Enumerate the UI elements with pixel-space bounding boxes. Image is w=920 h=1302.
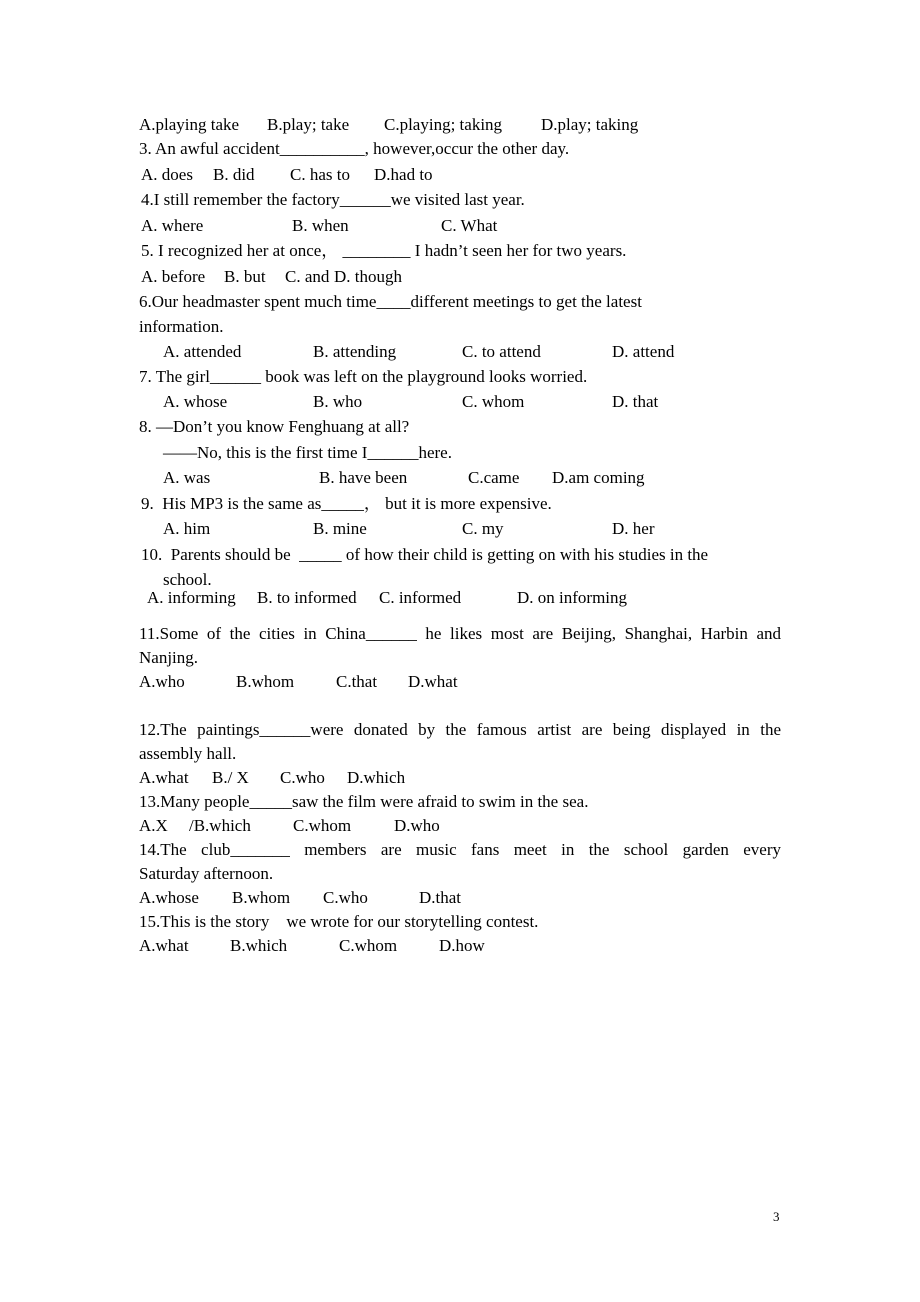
- q12-stem-line2: assembly hall.: [139, 744, 237, 763]
- q11-stem-line2: Nanjing.: [139, 648, 199, 667]
- q6-option-b: B. attending: [313, 342, 397, 361]
- q10-option-b: B. to informed: [257, 588, 357, 607]
- q4-option-b: B. when: [292, 216, 349, 235]
- q13-option-b: /B.which: [189, 816, 251, 835]
- q8-stem-line2: ——No, this is the first time I______here.: [163, 443, 452, 462]
- q12-option-d: D.which: [347, 768, 406, 787]
- q12-option-a: A.what: [139, 768, 189, 787]
- page-number: 3: [773, 1209, 780, 1224]
- q6-option-c: C. to attend: [462, 342, 541, 361]
- q15-option-b: B.which: [230, 936, 288, 955]
- q14-option-b: B.whom: [232, 888, 291, 907]
- q2-option-d: D.play; taking: [541, 115, 639, 134]
- q5-stem: 5. I recognized her at once， ________ I hadn’t seen her for two years.: [141, 241, 627, 260]
- q3-stem: 3. An awful accident__________, however,occur the other day.: [139, 139, 570, 158]
- q7-option-c: C. whom: [462, 392, 525, 411]
- q6-option-a: A. attended: [163, 342, 242, 361]
- q3-option-b: B. did: [213, 165, 255, 184]
- q2-option-a: A.playing take: [139, 115, 240, 134]
- q7-option-a: A. whose: [163, 392, 228, 411]
- q14-option-a: A.whose: [139, 888, 199, 907]
- q11-option-a: A.who: [139, 672, 185, 691]
- q5-option-a: A. before: [141, 267, 206, 286]
- q7-option-d: D. that: [612, 392, 659, 411]
- q9-option-b: B. mine: [313, 519, 367, 538]
- q6-stem-line1: 6.Our headmaster spent much time____different meetings to get the latest: [139, 292, 642, 311]
- q10-option-c: C. informed: [379, 588, 462, 607]
- q4-option-c: C. What: [441, 216, 498, 235]
- q12-option-b: B./ X: [212, 768, 249, 787]
- q4-option-a: A. where: [141, 216, 204, 235]
- q14-option-c: C.who: [323, 888, 368, 907]
- q10-stem-line1: 10. Parents should be _____ of how their child is getting on with his studies in the: [141, 545, 709, 564]
- q5-option-d: D. though: [334, 267, 402, 286]
- q13-stem: 13.Many people_____saw the film were afraid to swim in the sea.: [139, 792, 589, 811]
- q5-option-b: B. but: [224, 267, 266, 286]
- q13-option-a: A.X: [139, 816, 168, 835]
- q6-stem-line2: information.: [139, 317, 224, 336]
- q8-option-b: B. have been: [319, 468, 408, 487]
- q12-stem-line1: 12.The paintings______were donated by the famous artist are being displayed in the: [139, 720, 781, 739]
- q11-option-b: B.whom: [236, 672, 295, 691]
- q11-option-c: C.that: [336, 672, 378, 691]
- q10-option-a: A. informing: [147, 588, 236, 607]
- q12-option-c: C.who: [280, 768, 325, 787]
- q8-option-a: A. was: [163, 468, 211, 487]
- q14-option-d: D.that: [419, 888, 462, 907]
- q9-stem: 9. His MP3 is the same as_____， but it is more expensive.: [141, 494, 552, 513]
- q10-option-d: D. on informing: [517, 588, 628, 607]
- q5-option-c: C. and: [285, 267, 330, 286]
- q8-option-c: C.came: [468, 468, 520, 487]
- q2-option-c: C.playing; taking: [384, 115, 503, 134]
- q9-option-d: D. her: [612, 519, 655, 538]
- q4-stem: 4.I still remember the factory______we visited last year.: [141, 190, 525, 209]
- q3-option-c: C. has to: [290, 165, 350, 184]
- q13-option-c: C.whom: [293, 816, 352, 835]
- q10-stem-line2: school.: [163, 570, 212, 589]
- q8-stem-line1: 8. —Don’t you know Fenghuang at all?: [139, 417, 410, 436]
- q15-stem: 15.This is the story we wrote for our storytelling contest.: [139, 912, 539, 931]
- q3-option-a: A. does: [141, 165, 193, 184]
- q2-option-b: B.play; take: [267, 115, 350, 134]
- q14-stem-line2: Saturday afternoon.: [139, 864, 274, 883]
- q15-option-d: D.how: [439, 936, 485, 955]
- q15-option-c: C.whom: [339, 936, 398, 955]
- q14-stem-line1: 14.The club_______ members are music fans meet in the school garden every: [139, 840, 781, 859]
- q9-option-c: C. my: [462, 519, 504, 538]
- q15-option-a: A.what: [139, 936, 189, 955]
- q8-option-d: D.am coming: [552, 468, 645, 487]
- q11-option-d: D.what: [408, 672, 458, 691]
- q11-stem-line1: 11.Some of the cities in China______ he likes most are Beijing, Shanghai, Harbin and: [139, 624, 781, 643]
- q3-option-d: D.had to: [374, 165, 433, 184]
- q6-option-d: D. attend: [612, 342, 675, 361]
- q9-option-a: A. him: [163, 519, 211, 538]
- q13-option-d: D.who: [394, 816, 440, 835]
- q7-option-b: B. who: [313, 392, 363, 411]
- q7-stem: 7. The girl______ book was left on the playground looks worried.: [139, 367, 588, 386]
